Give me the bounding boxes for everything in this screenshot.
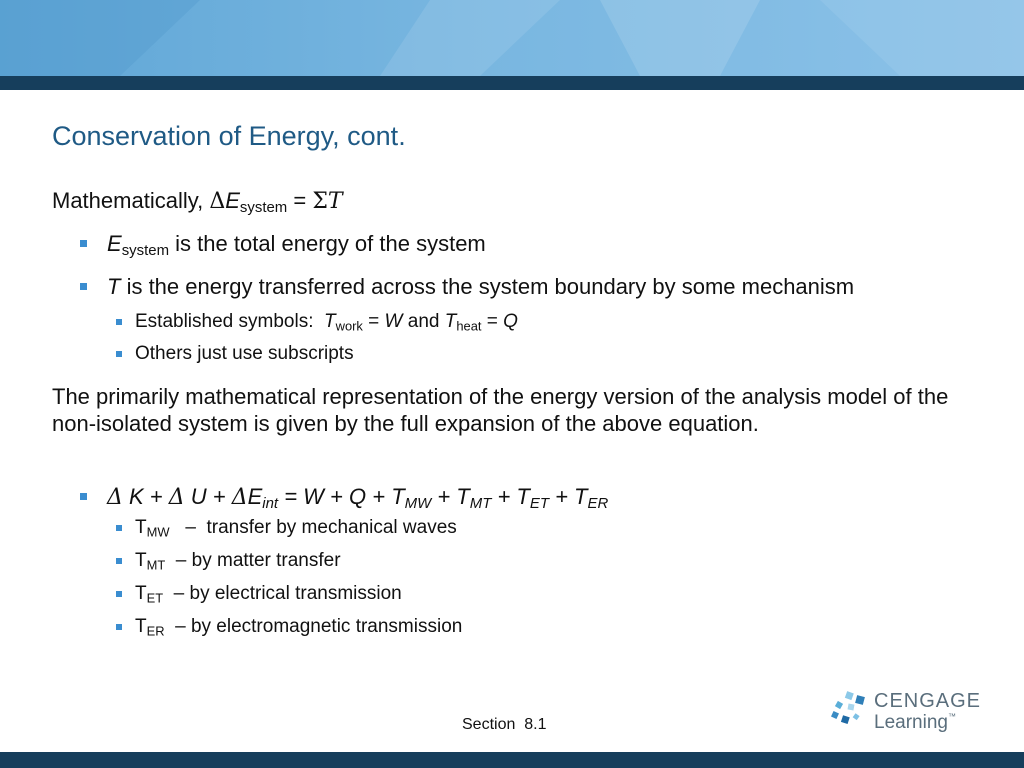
cengage-logo bbox=[830, 688, 980, 740]
logo-learning-text: Learning bbox=[874, 712, 948, 733]
term-subscript: ET bbox=[146, 590, 164, 606]
equation-line bbox=[52, 188, 343, 217]
delta-symbol: Δ bbox=[231, 485, 248, 510]
equation-terms: + T bbox=[491, 484, 530, 509]
bullet-energy-equation bbox=[80, 484, 609, 513]
term-description: – by electromagnetic transmission bbox=[164, 616, 463, 637]
equals-sign: = bbox=[362, 311, 385, 332]
transfer-symbol: T bbox=[107, 274, 121, 299]
energy-symbol: E bbox=[107, 231, 122, 256]
sub-bullet-text: Established symbols: bbox=[135, 311, 325, 332]
banner-decoration bbox=[0, 0, 1024, 76]
transfer-symbol: T bbox=[444, 311, 457, 332]
term-symbol: T bbox=[135, 517, 147, 538]
mt-subscript: MT bbox=[469, 495, 492, 513]
potential-term: U + bbox=[184, 484, 232, 509]
term-description: – transfer by mechanical waves bbox=[169, 517, 457, 538]
logo-wordmark-bottom bbox=[874, 712, 956, 734]
footer-bar bbox=[0, 752, 1024, 768]
internal-energy-symbol: E bbox=[247, 484, 263, 509]
heat-symbol: Q bbox=[503, 311, 518, 332]
energy-subscript: system bbox=[239, 199, 288, 217]
bullet-transfer-definition bbox=[80, 274, 854, 300]
representation-paragraph: The primarily mathematical representation of the energy version of the analysis model of the non-isolated system is given by the full expansion of the above equation. bbox=[52, 384, 949, 436]
term-subscript: MW bbox=[146, 524, 170, 540]
et-subscript: ET bbox=[529, 495, 549, 513]
transfer-symbol: T bbox=[327, 189, 343, 214]
sub-bullet-established-symbols bbox=[116, 311, 518, 333]
term-subscript: ER bbox=[146, 623, 165, 639]
delta-symbol: Δ bbox=[168, 485, 185, 510]
section-footer: Section 8.1 bbox=[462, 716, 547, 733]
and-text: and bbox=[402, 311, 445, 332]
equals-sign: = bbox=[287, 188, 313, 213]
cengage-mark-icon bbox=[830, 690, 870, 730]
term-description: – by electrical transmission bbox=[163, 583, 402, 604]
work-symbol: W bbox=[384, 311, 403, 332]
bullet-energy-definition bbox=[80, 231, 486, 260]
delta-symbol: Δ bbox=[107, 485, 123, 510]
header-banner bbox=[0, 0, 1024, 76]
term-list-item bbox=[116, 517, 457, 539]
energy-subscript: system bbox=[121, 242, 170, 260]
term-list-item bbox=[116, 616, 462, 638]
delta-symbol: Δ bbox=[209, 189, 226, 214]
equals-sign: = bbox=[481, 311, 504, 332]
term-symbol: T bbox=[135, 583, 147, 604]
slide-title: Conservation of Energy, cont. bbox=[52, 121, 406, 151]
equation-terms: + T bbox=[548, 484, 588, 509]
bullet-text: is the energy transferred across the system boundary by some mechanism bbox=[120, 274, 855, 299]
sigma-symbol: Σ bbox=[312, 189, 328, 214]
internal-subscript: int bbox=[262, 495, 279, 513]
term-subscript: MT bbox=[146, 557, 166, 573]
er-subscript: ER bbox=[587, 495, 609, 513]
mw-subscript: MW bbox=[404, 495, 432, 513]
work-subscript: work bbox=[335, 318, 363, 334]
kinetic-term: K + bbox=[122, 484, 169, 509]
header-divider-bar bbox=[0, 76, 1024, 90]
heat-subscript: heat bbox=[456, 318, 482, 334]
trademark-symbol: ™ bbox=[947, 712, 956, 721]
bullet-text: is the total energy of the system bbox=[169, 231, 486, 256]
logo-wordmark-top: CENGAGE bbox=[874, 690, 982, 712]
line-prefix: Mathematically, bbox=[52, 188, 210, 213]
term-symbol: T bbox=[135, 550, 147, 571]
energy-symbol: E bbox=[225, 188, 240, 213]
term-list-item bbox=[116, 583, 402, 605]
term-list-item bbox=[116, 550, 341, 572]
term-symbol: T bbox=[135, 616, 147, 637]
transfer-symbol: T bbox=[324, 311, 336, 332]
term-description: – by matter transfer bbox=[165, 550, 341, 571]
equation-terms: = W + Q + T bbox=[278, 484, 405, 509]
sub-bullet-subscripts: Others just use subscripts bbox=[116, 343, 354, 365]
equation-terms: + T bbox=[431, 484, 470, 509]
